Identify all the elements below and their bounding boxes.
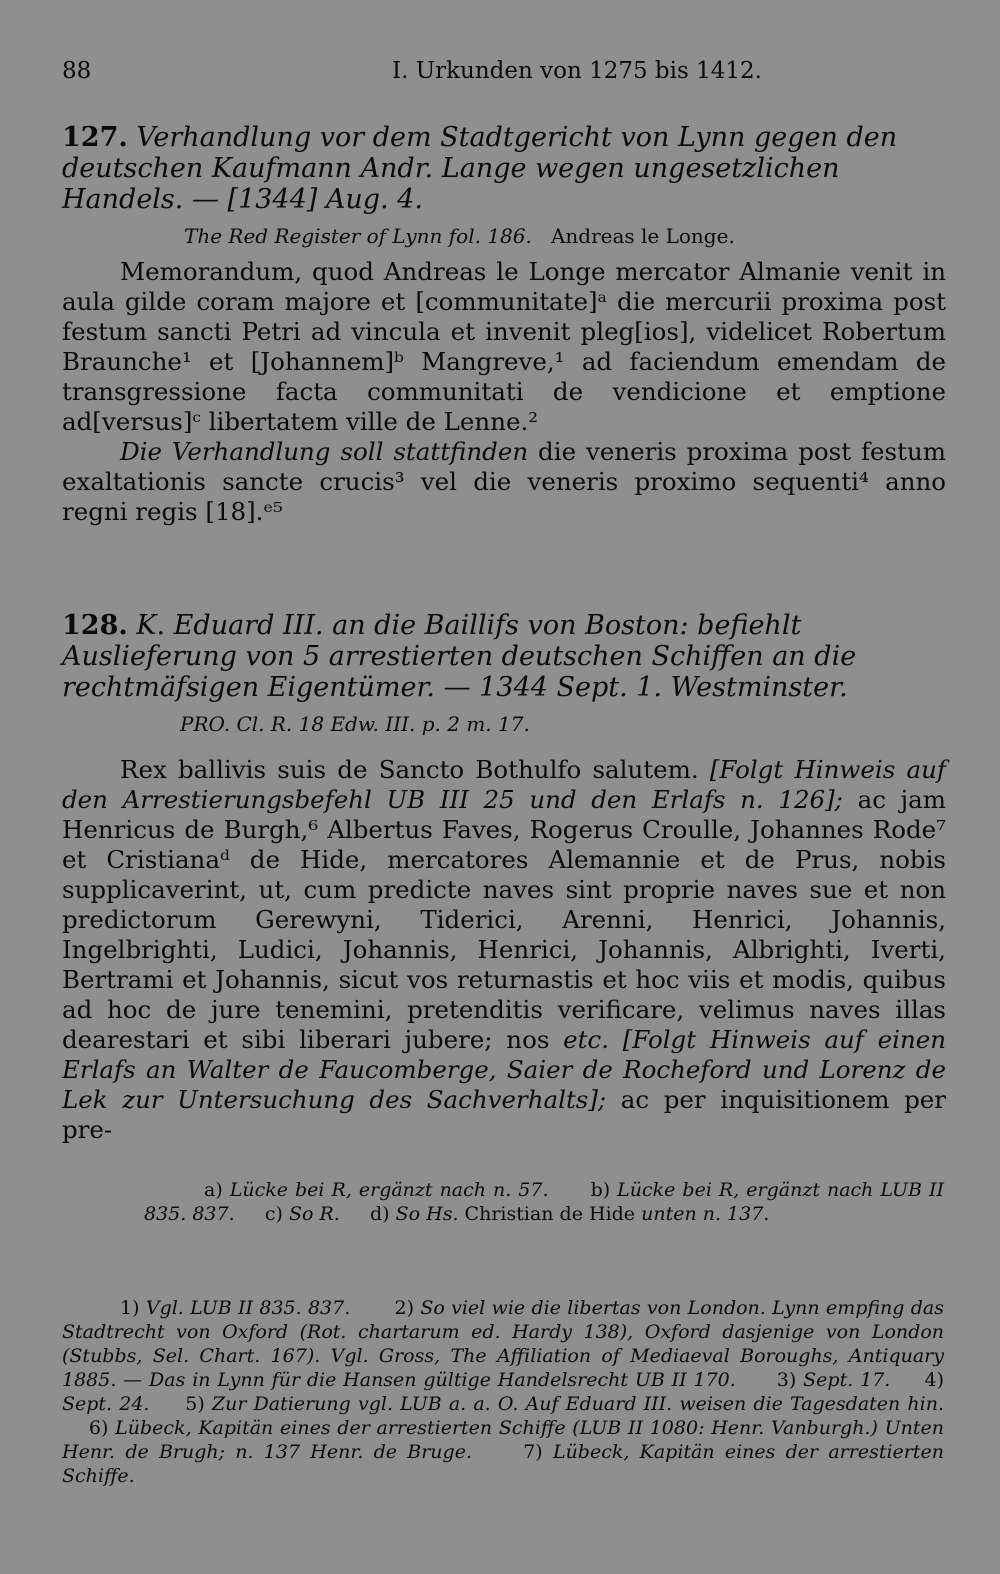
footnote-label: 6) bbox=[88, 1417, 109, 1439]
footnote-text: Sept. 17. bbox=[803, 1369, 891, 1391]
editorial-italic: [Folgt Hinweis auf einen Erlafs an Walter de Faucomberge, Saier de Rocheford und Lorenz de Lek zur Untersuchung des Sachverhalts]; bbox=[62, 1025, 947, 1114]
note-text: So Hs. bbox=[395, 1203, 459, 1225]
note-text: Lücke bei R, ergänzt nach LUB II 835. 837. bbox=[144, 1179, 944, 1225]
textual-notes bbox=[144, 1178, 944, 1226]
footnote-label: 5) bbox=[185, 1393, 205, 1415]
footnote-text: Lübeck, Kapitän eines der arrestierten Schiffe. bbox=[62, 1441, 944, 1487]
note-label: a) bbox=[204, 1179, 223, 1201]
document-128-heading bbox=[62, 610, 946, 703]
footnote-text: Vgl. LUB II 835. 837. bbox=[145, 1297, 351, 1319]
paragraph-text bbox=[609, 1025, 623, 1054]
heading-text: Verhandlung vor dem Stadtgericht von Lynn gegen den deutschen Kaufmann Andr. Lange wegen ungesetzlichen Handels. — [1344] Aug. 4. bbox=[62, 122, 898, 215]
footnote-label: 7) bbox=[523, 1441, 543, 1463]
page-number: 88 bbox=[62, 58, 92, 84]
paragraph-text: ac per inquisitionem per pre- bbox=[62, 1085, 946, 1144]
editorial-italic: [Folgt Hinweis auf den Arrestierungsbefehl UB III 25 und den Erlafs n. 126]; bbox=[62, 755, 946, 814]
document-127-heading bbox=[62, 122, 946, 215]
source-note: Andreas le Longe. bbox=[550, 224, 735, 248]
note-text: unten n. 137. bbox=[641, 1203, 770, 1225]
footnote-text: Lübeck, Kapitän eines der arrestierten Schiffe (LUB II 1080: Henr. Vanburgh.) Unten Henr. de Brugh; n. 137 Henr. de Bruge. bbox=[62, 1417, 944, 1463]
note-label: c) bbox=[264, 1203, 283, 1225]
paragraph bbox=[62, 755, 946, 1145]
document-number: 128. bbox=[62, 610, 128, 641]
footnote-label: 1) bbox=[120, 1297, 140, 1319]
document-127 bbox=[62, 122, 946, 527]
footnote-text: So viel wie die libertas von London. Lynn empfing das Stadtrecht von Oxford (Rot. chartarum ed. Hardy 138), Oxford dasjenige von London (Stubbs, Sel. Chart. 167). Vgl. Gross, The Affiliation of Mediaeval Boroughs, Antiquary 1885. — Das in Lynn für die Hansen gültige Handelsrecht UB II 170. bbox=[62, 1297, 944, 1391]
document-127-body bbox=[62, 257, 946, 527]
source-line bbox=[62, 711, 946, 737]
note-text: So R. bbox=[288, 1203, 340, 1225]
editorial-italic: Die Verhandlung soll stattfinden bbox=[120, 437, 529, 466]
running-title: I. Urkunden von 1275 bis 1412. bbox=[392, 58, 762, 84]
note-label: b) bbox=[590, 1179, 611, 1201]
note-label: d) bbox=[370, 1203, 390, 1225]
footnote-label: 3) bbox=[776, 1369, 797, 1391]
source-reference: PRO. Cl. R. 18 Edw. III. p. 2 m. 17. bbox=[180, 712, 530, 736]
note-text: Lücke bei R, ergänzt nach n. 57. bbox=[229, 1179, 549, 1201]
paragraph bbox=[62, 437, 946, 527]
document-128 bbox=[62, 610, 946, 1145]
document-128-body bbox=[62, 755, 946, 1145]
editorial-italic: etc. bbox=[563, 1025, 609, 1054]
source-line bbox=[62, 223, 946, 249]
footnote-label: 2) bbox=[394, 1297, 415, 1319]
footnote-label: 4) bbox=[924, 1369, 944, 1391]
footnote-text: Zur Datierung vgl. LUB a. a. O. Auf Eduard III. weisen die Tagesdaten hin. bbox=[211, 1393, 944, 1415]
paragraph-text: ac jam Henricus de Burgh,⁶ Albertus Faves, Rogerus Croulle, Johannes Rode⁷ et Cristianaᵈ de Hide, mercatores Alemannie et de Prus, nobis supplicaverint, ut, cum predicte naves sint proprie naves sue et non predictorum Gerewyni, Tiderici, Arenni, Henrici, Johannis, Ingelbrighti, Ludici, Johannis, Henrici, Johannis, Albrighti, Iverti, Bertrami et Johannis, sicut vos returnastis et hoc viis et modis, quibus ad hoc de jure tenemini, pretenditis verificare, velimus naves illas dearestari et sibi liberari jubere; nos bbox=[62, 785, 946, 1054]
note-text: Christian de Hide bbox=[464, 1203, 636, 1225]
footnote-text: Sept. 24. bbox=[62, 1393, 150, 1415]
source-reference: The Red Register of Lynn fol. 186. bbox=[184, 224, 532, 248]
paragraph-text: Rex ballivis suis de Sancto Bothulfo salutem. bbox=[120, 755, 710, 784]
paragraph-text: die veneris proxima post festum exaltationis sancte crucis³ vel die veneris proximo sequenti⁴ anno regni regis [18].ᵉ⁵ bbox=[62, 437, 946, 526]
heading-text: K. Eduard III. an die Baillifs von Boston: befiehlt Auslieferung von 5 arrestierten deutschen Schiffen an die rechtmäfsigen Eigentümer. — 1344 Sept. 1. Westminster. bbox=[62, 610, 857, 703]
footnotes bbox=[62, 1296, 944, 1488]
paragraph: Memorandum, quod Andreas le Longe mercator Almanie venit in aula gilde coram majore et [communitate]ᵃ die mercurii proxima post festum sancti Petri ad vincula et invenit pleg[ios], videlicet Robertum Braunche¹ et [Johannem]ᵇ Mangreve,¹ ad faciendum emendam de transgressione facta communitati de vendicione et emptione ad[versus]ᶜ libertatem ville de Lenne.² bbox=[62, 257, 946, 436]
running-header bbox=[62, 58, 942, 98]
document-number: 127. bbox=[62, 122, 128, 153]
